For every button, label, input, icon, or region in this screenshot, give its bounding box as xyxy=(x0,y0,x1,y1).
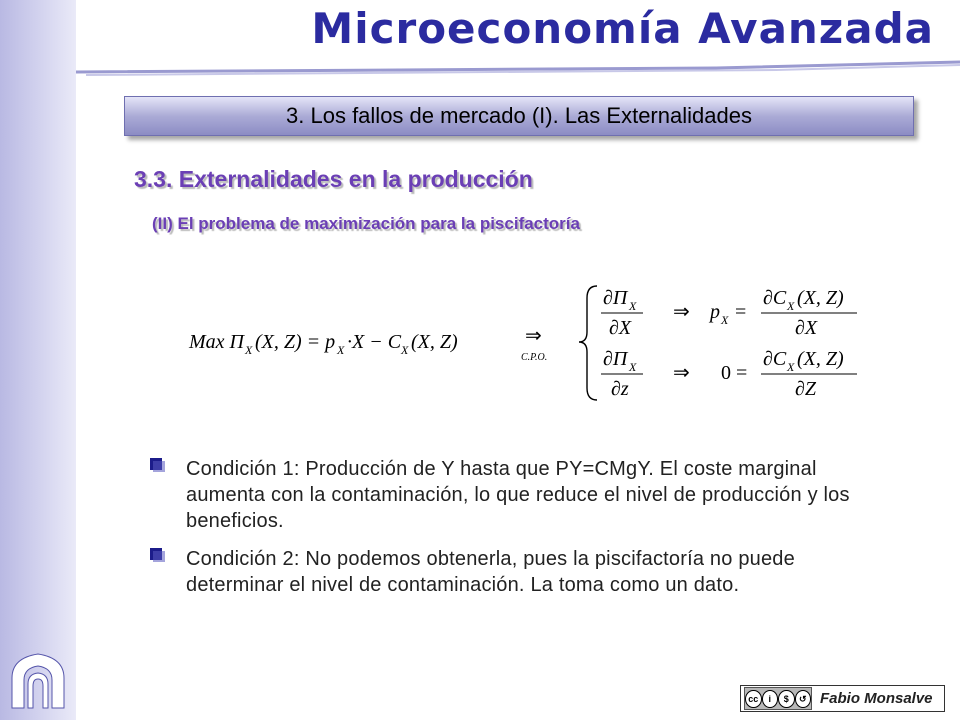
svg-text:∂X: ∂X xyxy=(609,317,632,339)
svg-text:X: X xyxy=(629,360,637,374)
svg-text:X: X xyxy=(721,313,729,327)
svg-text:X: X xyxy=(629,299,637,313)
svg-text:⇒: ⇒ xyxy=(673,301,690,323)
cc-by-nc-sa-icon: cc i $ ↺ xyxy=(744,687,812,710)
svg-text:X: X xyxy=(787,360,795,374)
svg-text:∂z: ∂z xyxy=(611,378,629,400)
optimization-equation xyxy=(185,280,875,405)
svg-text:X: X xyxy=(337,343,345,357)
svg-text:∂C: ∂C xyxy=(763,287,787,309)
author-name: Fabio Monsalve xyxy=(820,690,933,707)
university-logo-icon xyxy=(6,648,70,712)
header-divider xyxy=(76,58,960,78)
chapter-banner: 3. Los fallos de mercado (I). Las Externalidades xyxy=(124,96,914,136)
sidebar xyxy=(0,0,76,720)
subsection-title: (II) El problema de maximización para la piscifactoría xyxy=(152,214,580,233)
svg-text:C.P.O.: C.P.O. xyxy=(521,352,548,363)
svg-text:(X, Z): (X, Z) xyxy=(411,331,458,353)
svg-text:(X, Z): (X, Z) xyxy=(797,348,844,370)
svg-text:(X, Z) = p: (X, Z) = p xyxy=(255,331,336,353)
svg-text:Max Π: Max Π xyxy=(189,331,244,353)
svg-text:∂Π: ∂Π xyxy=(603,287,628,309)
svg-text:⇒: ⇒ xyxy=(673,362,690,384)
square-bullet-icon xyxy=(150,548,166,562)
svg-text:X: X xyxy=(401,343,409,357)
bullet-text: Condición 1: Producción de Y hasta que PY=CMgY. El coste marginal aumenta con la contaminación, lo que reduce el nivel de producción y los beneficios. xyxy=(186,458,850,532)
license-footer xyxy=(740,685,945,712)
app-title: Microeconomía Avanzada xyxy=(311,4,934,53)
svg-text:X: X xyxy=(787,299,795,313)
svg-text:∂C: ∂C xyxy=(763,348,787,370)
svg-text:∂Z: ∂Z xyxy=(795,378,817,400)
svg-text:∂Π: ∂Π xyxy=(603,348,628,370)
bullet-text: Condición 2: No podemos obtenerla, pues la piscifactoría no puede determinar el nivel de contaminación. La toma como un dato. xyxy=(186,548,795,596)
svg-text:∂X: ∂X xyxy=(795,317,818,339)
svg-text:p: p xyxy=(710,301,720,323)
svg-text:(X, Z): (X, Z) xyxy=(797,287,844,309)
section-title: 3.3. Externalidades en la producción xyxy=(134,166,533,192)
square-bullet-icon xyxy=(150,458,166,472)
svg-text:·X − C: ·X − C xyxy=(347,331,402,353)
svg-text:⇒: ⇒ xyxy=(525,325,542,347)
svg-text:X: X xyxy=(245,343,253,357)
svg-text:0 =: 0 = xyxy=(721,362,748,384)
svg-text:=: = xyxy=(735,301,747,323)
